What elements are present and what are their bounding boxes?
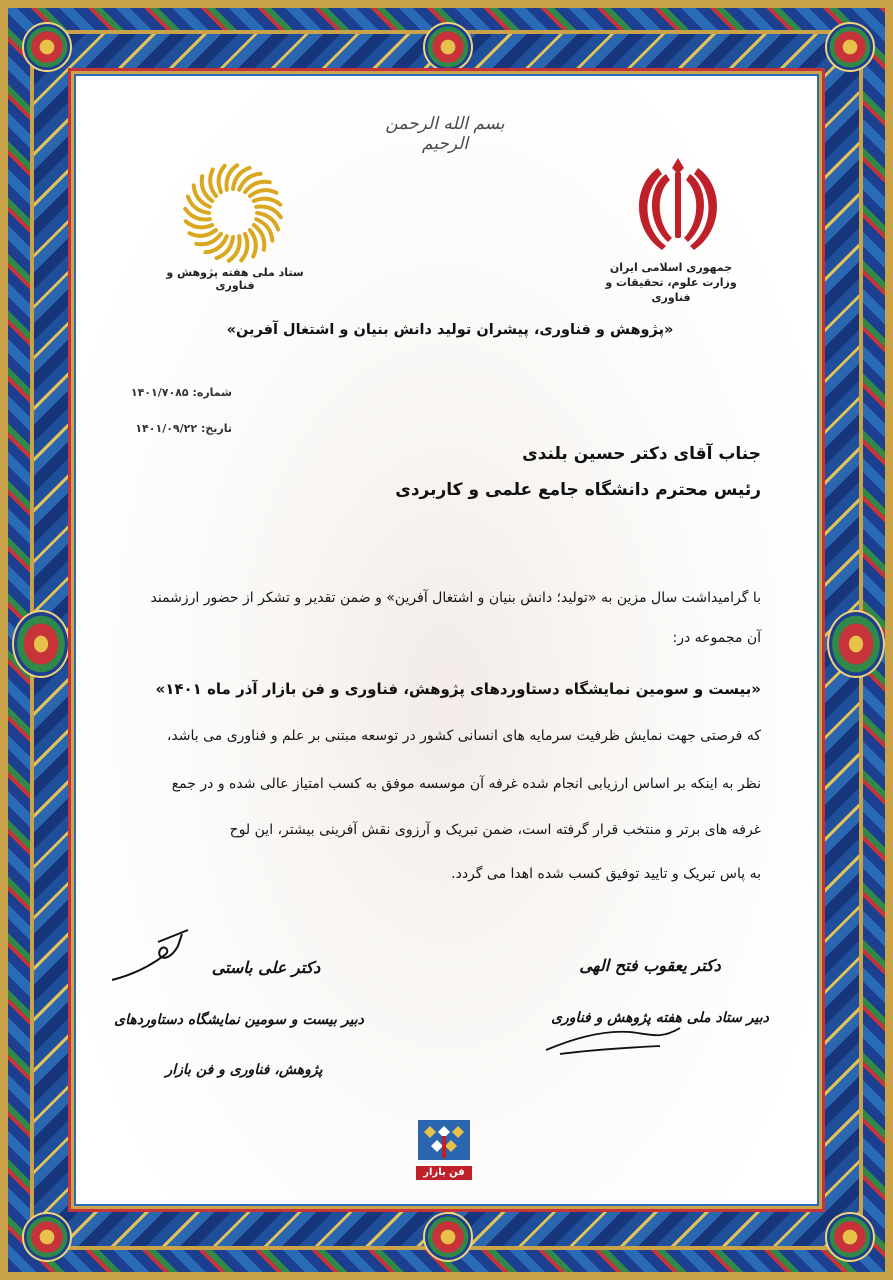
side-ornament-left [12,610,70,678]
ministry-caption-line1: جمهوری اسلامی ایران [609,261,733,274]
event-title: «بیست و سومین نمایشگاه دستاوردهای پژوهش، فناوری و فن بازار آذر ماه ۱۴۰۱» [155,680,761,698]
body-line-6: به پاس تبریک و تایید توفیق کسب شده اهدا می گردد. [451,866,761,882]
bottom-center-ornament [423,1212,473,1262]
ministry-caption-line2: وزارت علوم، تحقیقات و فناوری [605,276,737,304]
corner-ornament-top-right [825,22,875,72]
letter-date-label: تاریخ: [200,422,232,435]
research-week-logo-caption: ستاد ملی هفته پژوهش و فناوری [166,266,304,292]
logo-ring-stroke [190,230,217,236]
letter-number-label: شماره: [192,386,232,399]
body-line-2: آن مجموعه در: [672,630,761,646]
logo-ring-stroke [250,190,277,196]
logo-ring-stroke [210,170,216,197]
logo-ring-stroke [219,166,225,193]
slogan-title: «پژوهش و فناوری، پیشران تولید دانش بنیان و اشتغال آفرین» [226,322,674,338]
letter-date-value: ۱۴۰۱/۰۹/۲۲ [135,422,198,435]
left-signatory-title-line2: پژوهش، فناوری و فن بازار [165,1062,323,1078]
recipient-title: رئیس محترم دانشگاه جامع علمی و کاربردی [395,480,761,500]
left-signatory-name: دکتر علی باستی [211,958,321,977]
fanbazaar-logo-icon [416,1118,472,1162]
body-line-5: غرفه های برتر و منتخب قرار گرفته است، ضمن تبریک و آرزوی نقش آفرینی بیشتر، این لوح [229,822,761,838]
body-line-3: که فرصتی جهت نمایش ظرفیت سرمایه های انسانی کشور در توسعه مبتنی بر علم و فناوری می باشد، [166,728,761,744]
letter-number-value: ۱۴۰۱/۷۰۸۵ [130,386,189,399]
left-signatory-title-line1: دبیر بیست و سومین نمایشگاه دستاوردهای [114,1012,364,1028]
corner-ornament-top-left [22,22,72,72]
side-ornament-right [827,610,885,678]
top-center-ornament [423,22,473,72]
corner-ornament-bottom-left [22,1212,72,1262]
ministry-caption [596,260,746,305]
letter-date [112,422,232,435]
recipient-name: جناب آقای دکتر حسین بلندی [522,444,761,464]
logo-ring-stroke [250,230,256,257]
right-signatory-name: دکتر یعقوب فتح الهی [579,956,721,975]
logo-ring-stroke [241,234,247,260]
corner-ornament-bottom-right [825,1212,875,1262]
signature-mark-left [108,924,198,988]
fanbazaar-logo [416,1118,472,1176]
fanbazaar-logo-caption: فن بازار [416,1166,472,1180]
research-week-logo [180,160,286,266]
iran-emblem-icon [628,152,728,256]
letter-number [112,386,232,399]
body-line-1: با گرامیداشت سال مزین به «تولید؛ دانش بنیان و اشتغال آفرین» و ضمن تقدیر و تشکر از حضور ارزشمند [150,590,761,606]
body-line-4: نظر به اینکه بر اساس ارزیابی انجام شده غرفه آن موسسه موفق به کسب امتیاز عالی شده و در جمع [171,776,761,792]
basmala-calligraphy: بسم الله الرحمن الرحیم [385,114,505,154]
logo-ring-stroke [254,199,280,205]
right-signatory-title: دبیر ستاد ملی هفته پژوهش و فناوری [551,1010,769,1026]
logo-ring-stroke [186,221,213,227]
